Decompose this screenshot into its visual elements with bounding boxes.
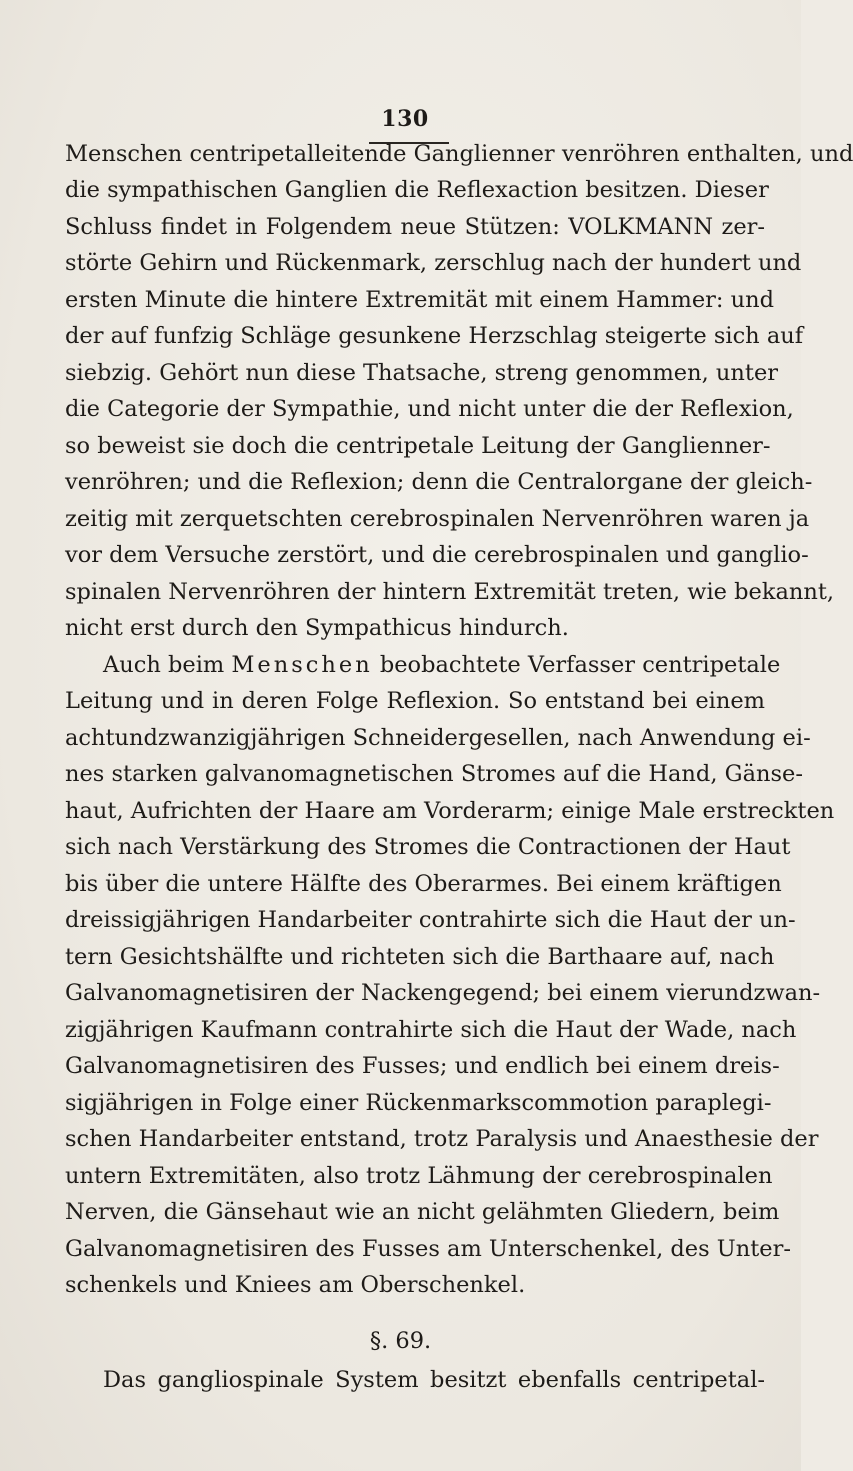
text-line [103,647,781,683]
text-line: Leitung und in deren Folge Reflexion. So entstand bei einem [65,688,765,714]
text-line: die sympathischen Ganglien die Reflexaction besitzen. Dieser [65,177,769,203]
text-line: dreissigjährigen Handarbeiter contrahirte sich die Haut der un- [65,907,796,933]
page-number: 130 [381,106,429,132]
text-line: nicht erst durch den Sympathicus hindurch. [65,615,569,641]
text-line: haut, Aufrichten der Haare am Vorderarm; einige Male erstreckten [65,798,835,824]
text-line: achtundzwanzigjährigen Schneidergesellen, nach Anwendung ei- [65,725,811,751]
text-line: ersten Minute die hintere Extremität mit einem Hammer: und [65,287,775,313]
text-line: tern Gesichtshälfte und richteten sich die Barthaare auf, nach [65,944,775,970]
section-heading: §. 69. [369,1328,432,1354]
text-line: Menschen centripetalleitende Ganglienner venröhren enthalten, und [65,141,853,167]
text-line: Das gangliospinale System besitzt ebenfalls centripetal- [103,1367,765,1393]
text-run: beobachtete Verfasser centripetale [379,652,781,678]
text-line: siebzig. Gehört nun diese Thatsache, streng genommen, unter [65,360,779,386]
text-line: venröhren; und die Reflexion; denn die Centralorgane der gleich- [65,469,813,495]
text-run: Auch beim [103,652,225,678]
text-line: sich nach Verstärkung des Stromes die Contractionen der Haut [65,834,791,860]
text-line: spinalen Nervenröhren der hintern Extremität treten, wie bekannt, [65,579,835,605]
text-line: Galvanomagnetisiren des Fusses; und endlich bei einem dreis- [65,1053,780,1079]
text-line: der auf funfzig Schläge gesunkene Herzschlag steigerte sich auf [65,323,804,349]
text-line: zeitig mit zerquetschten cerebrospinalen Nervenröhren waren ja [65,506,810,532]
text-line: bis über die untere Hälfte des Oberarmes. Bei einem kräftigen [65,871,782,897]
text-line: Galvanomagnetisiren der Nackengegend; bei einem vierundzwan- [65,980,821,1006]
text-line: schenkels und Kniees am Oberschenkel. [65,1272,526,1298]
text-line: zigjährigen Kaufmann contrahirte sich die Haut der Wade, nach [65,1017,797,1043]
text-line: Schluss findet in Folgendem neue Stützen: VOLKMANN zer- [65,214,765,240]
text-line: sigjährigen in Folge einer Rückenmarkscommotion paraplegi- [65,1090,772,1116]
text-line: störte Gehirn und Rückenmark, zerschlug nach der hundert und [65,250,802,276]
text-line: vor dem Versuche zerstört, und die cerebrospinalen und ganglio- [65,542,809,568]
text-line: so beweist sie doch die centripetale Leitung der Ganglienner- [65,433,771,459]
text-line: untern Extremitäten, also trotz Lähmung der cerebrospinalen [65,1163,773,1189]
text-line: Galvanomagnetisiren des Fusses am Unterschenkel, des Unter- [65,1236,791,1262]
text-line: schen Handarbeiter entstand, trotz Paralysis und Anaesthesie der [65,1126,819,1152]
text-line: die Categorie der Sympathie, und nicht unter die der Reflexion, [65,396,794,422]
text-line: nes starken galvanomagnetischen Stromes auf die Hand, Gänse- [65,761,803,787]
emphasized-word: Menschen [231,652,373,678]
text-line: Nerven, die Gänsehaut wie an nicht gelähmten Gliedern, beim [65,1199,780,1225]
